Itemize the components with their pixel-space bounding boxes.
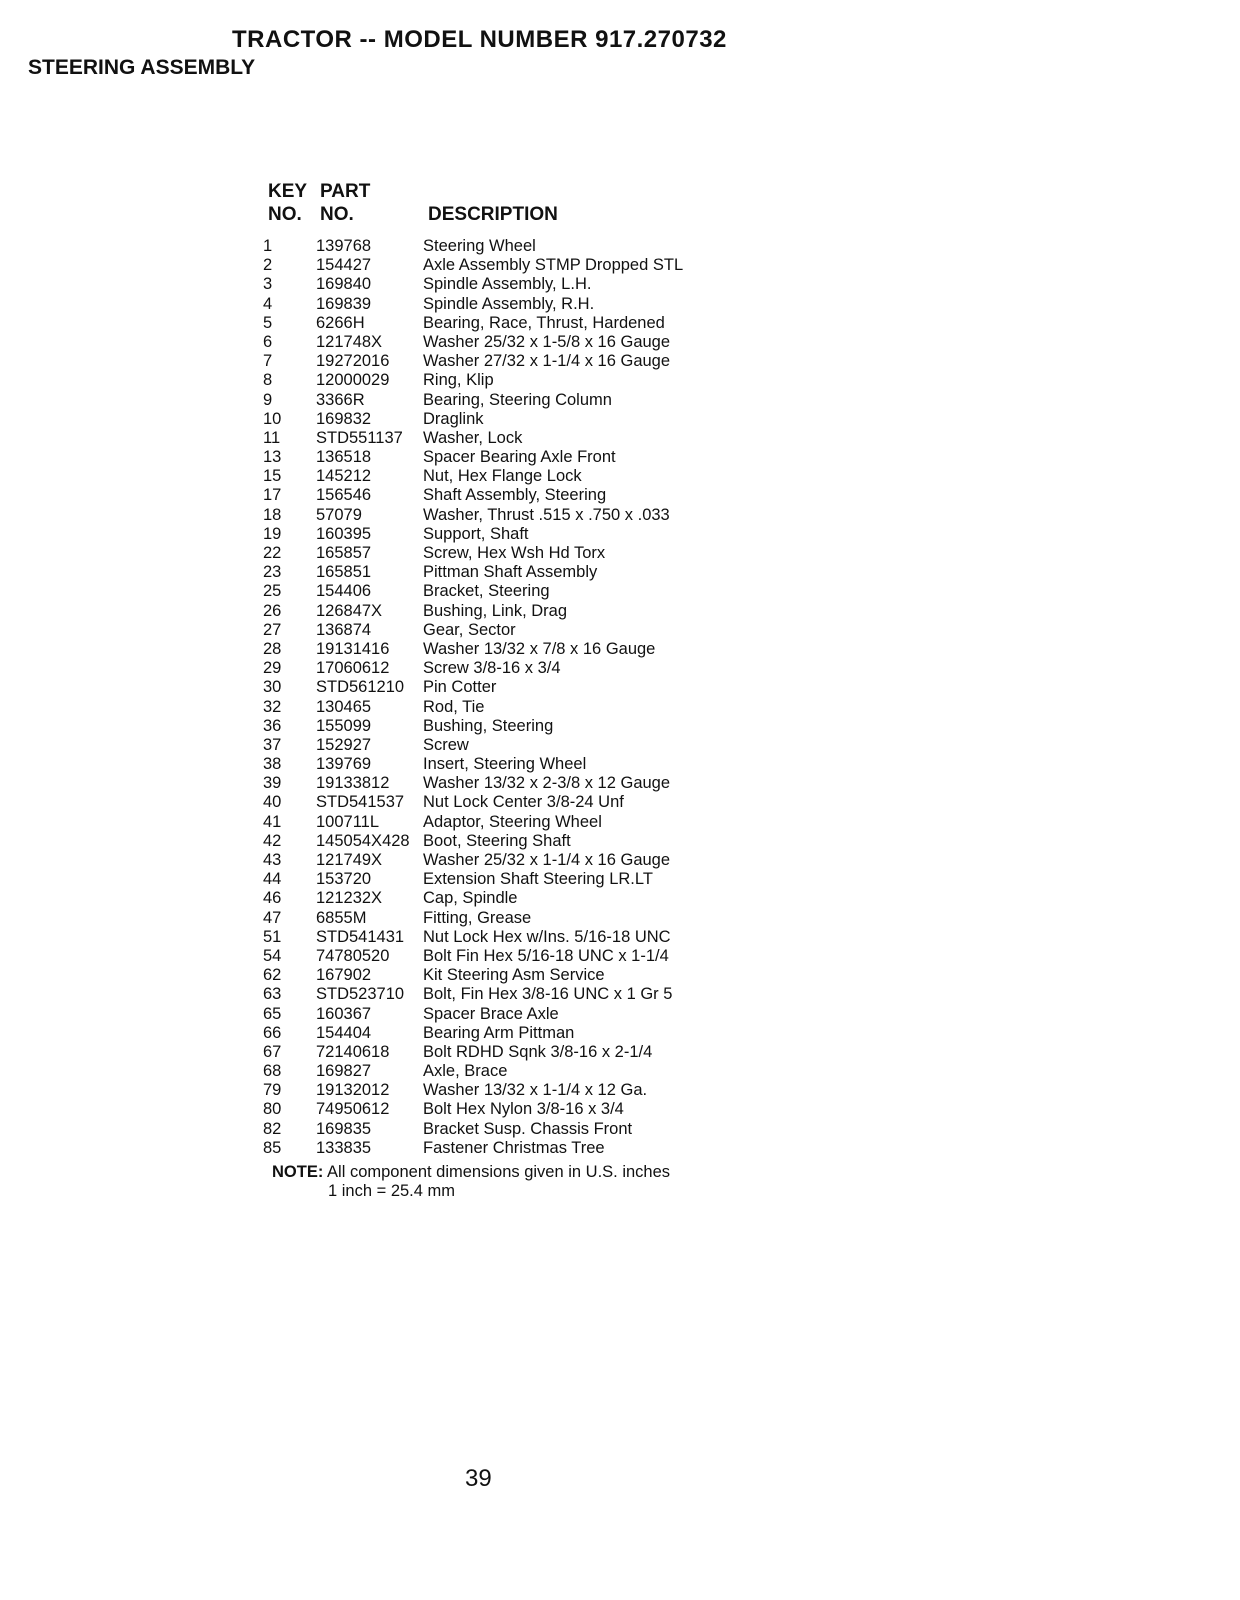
key-no-cell: 47 <box>263 908 282 927</box>
table-row <box>263 352 733 371</box>
table-row <box>263 985 733 1004</box>
part-no-cell: 167902 <box>316 966 372 985</box>
description-cell: Nut Lock Hex w/Ins. 5/16-18 UNC <box>423 927 671 946</box>
part-no-cell: 136874 <box>316 620 372 639</box>
table-row <box>263 371 733 390</box>
description-cell: Extension Shaft Steering LR.LT <box>423 870 653 889</box>
table-row <box>263 678 733 697</box>
table-row <box>263 928 733 947</box>
part-no-cell: 165857 <box>316 544 372 562</box>
table-row <box>263 602 733 621</box>
part-no-cell: 19133812 <box>316 774 390 793</box>
description-cell: Screw <box>423 735 469 754</box>
key-no-cell: 5 <box>263 313 273 332</box>
description-cell: Fitting, Grease <box>423 908 532 927</box>
description-cell: Bearing, Steering Column <box>423 390 612 409</box>
key-no-header-line1: KEY <box>268 181 308 202</box>
table-row <box>263 1024 733 1043</box>
table-row <box>263 410 733 429</box>
table-row <box>263 851 733 870</box>
parts-list <box>263 237 733 1158</box>
table-row <box>263 1005 733 1024</box>
table-row <box>263 889 733 908</box>
key-no-cell: 15 <box>263 467 282 486</box>
description-cell: Screw, Hex Wsh Hd Torx <box>423 544 606 562</box>
description-cell: Support, Shaft <box>423 524 529 543</box>
part-no-cell: 155099 <box>316 716 372 735</box>
key-no-cell: 68 <box>263 1062 282 1081</box>
description-cell: Washer, Thrust .515 x .750 x .033 <box>423 505 670 524</box>
key-no-cell: 27 <box>263 620 282 639</box>
description-cell: Washer 13/32 x 7/8 x 16 Gauge <box>423 639 656 658</box>
part-no-cell: 169827 <box>316 1062 372 1081</box>
key-no-cell: 13 <box>263 448 282 467</box>
part-no-cell: 169839 <box>316 294 372 313</box>
table-row <box>263 582 733 601</box>
key-no-cell: 85 <box>263 1138 282 1157</box>
description-cell: Spindle Assembly, L.H. <box>423 275 592 294</box>
key-no-cell: 18 <box>263 505 282 524</box>
key-no-cell: 9 <box>263 390 273 409</box>
part-no-cell: 19272016 <box>316 352 390 371</box>
key-no-cell: 30 <box>263 678 282 697</box>
description-cell: Spacer Brace Axle <box>423 1004 559 1023</box>
key-no-cell: 36 <box>263 716 282 735</box>
table-row <box>263 793 733 812</box>
description-cell: Fastener Christmas Tree <box>423 1138 605 1157</box>
description-cell: Bracket, Steering <box>423 582 550 601</box>
part-no-cell: 152927 <box>316 735 372 754</box>
description-cell: Washer 25/32 x 1-1/4 x 16 Gauge <box>423 851 671 869</box>
key-no-cell: 46 <box>263 889 282 908</box>
key-no-cell: 8 <box>263 371 273 390</box>
part-no-cell: 145212 <box>316 467 372 486</box>
part-no-cell: 169832 <box>316 409 372 428</box>
part-no-cell: 139768 <box>316 237 372 255</box>
key-no-cell: 40 <box>263 793 282 812</box>
description-cell: Cap, Spindle <box>423 889 518 908</box>
description-cell: Screw 3/8-16 x 3/4 <box>423 659 561 678</box>
part-no-cell: 74780520 <box>316 946 390 965</box>
description-cell: Axle Assembly STMP Dropped STL <box>423 256 684 275</box>
key-no-cell: 23 <box>263 563 282 582</box>
part-no-cell: 6855M <box>316 908 367 927</box>
table-row <box>263 870 733 889</box>
description-cell: Pittman Shaft Assembly <box>423 563 598 582</box>
table-row <box>263 429 733 448</box>
part-no-cell: 154404 <box>316 1023 372 1042</box>
table-row <box>263 717 733 736</box>
note-line2: 1 inch = 25.4 mm <box>328 1182 456 1200</box>
table-row <box>263 1043 733 1062</box>
key-no-cell: 7 <box>263 352 273 371</box>
description-cell: Ring, Klip <box>423 371 494 390</box>
part-no-cell: 17060612 <box>316 659 390 678</box>
description-cell: Rod, Tie <box>423 697 485 716</box>
table-row <box>263 698 733 717</box>
description-cell: Washer 25/32 x 1-5/8 x 16 Gauge <box>423 332 671 351</box>
part-no-cell: 57079 <box>316 505 362 524</box>
key-no-cell: 17 <box>263 486 282 505</box>
part-no-cell: 100711L <box>316 812 380 831</box>
part-no-header-line2: NO. <box>320 204 354 225</box>
description-cell: Washer 13/32 x 1-1/4 x 12 Ga. <box>423 1081 648 1100</box>
description-cell: Axle, Brace <box>423 1062 508 1081</box>
part-no-cell: 154427 <box>316 256 372 275</box>
table-row <box>263 813 733 832</box>
key-no-cell: 44 <box>263 870 282 889</box>
part-no-cell: 165851 <box>316 563 372 582</box>
part-no-cell: 156546 <box>316 486 372 505</box>
description-cell: Boot, Steering Shaft <box>423 831 571 850</box>
table-row <box>263 391 733 410</box>
key-no-cell: 29 <box>263 659 282 678</box>
key-no-cell: 67 <box>263 1042 282 1061</box>
description-cell: Nut Lock Center 3/8-24 Unf <box>423 793 624 812</box>
description-cell: Bushing, Link, Drag <box>423 601 567 620</box>
part-no-cell: 121748X <box>316 332 383 351</box>
part-no-cell: STD541431 <box>316 927 405 946</box>
key-no-cell: 28 <box>263 639 282 658</box>
table-row <box>263 1062 733 1081</box>
key-no-cell: 22 <box>263 544 282 562</box>
key-no-header-line2: NO. <box>268 204 302 225</box>
part-no-cell: 130465 <box>316 697 372 716</box>
note-line1: All component dimensions given in U.S. inches <box>323 1163 671 1181</box>
part-no-cell: 160395 <box>316 524 372 543</box>
part-no-cell: 3366R <box>316 390 365 409</box>
table-row <box>263 659 733 678</box>
key-no-cell: 65 <box>263 1004 282 1023</box>
part-no-cell: STD561210 <box>316 678 405 697</box>
key-no-cell: 80 <box>263 1100 282 1119</box>
part-no-cell: 136518 <box>316 448 372 467</box>
key-no-cell: 39 <box>263 774 282 793</box>
description-cell: Washer, Lock <box>423 428 523 447</box>
key-no-cell: 4 <box>263 294 273 313</box>
key-no-cell: 26 <box>263 601 282 620</box>
part-no-cell: STD541537 <box>316 793 405 812</box>
part-no-cell: 169840 <box>316 275 372 294</box>
description-cell: Insert, Steering Wheel <box>423 755 587 774</box>
table-row <box>263 314 733 333</box>
key-no-cell: 43 <box>263 851 282 869</box>
table-row <box>263 947 733 966</box>
table-row <box>263 563 733 582</box>
description-cell: Draglink <box>423 409 484 428</box>
table-row <box>263 966 733 985</box>
part-no-cell: 12000029 <box>316 371 390 390</box>
key-no-cell: 51 <box>263 927 282 946</box>
key-no-cell: 66 <box>263 1023 282 1042</box>
key-no-cell: 41 <box>263 812 282 831</box>
part-no-cell: STD523710 <box>316 985 405 1004</box>
key-no-cell: 62 <box>263 966 282 985</box>
part-no-cell: 169835 <box>316 1119 372 1138</box>
part-no-cell: 121232X <box>316 889 383 908</box>
description-cell: Adaptor, Steering Wheel <box>423 812 602 831</box>
description-cell: Steering Wheel <box>423 237 536 255</box>
description-cell: Bolt Fin Hex 5/16-18 UNC x 1-1/4 <box>423 946 669 965</box>
description-cell: Nut, Hex Flange Lock <box>423 467 582 486</box>
description-cell: Spacer Bearing Axle Front <box>423 448 616 467</box>
table-row <box>263 486 733 505</box>
table-row <box>263 736 733 755</box>
table-row <box>263 333 733 352</box>
description-cell: Bearing Arm Pittman <box>423 1023 575 1042</box>
table-row <box>263 544 733 563</box>
table-row <box>263 621 733 640</box>
key-no-cell: 11 <box>263 428 281 447</box>
description-cell: Bolt, Fin Hex 3/8-16 UNC x 1 Gr 5 <box>423 985 673 1004</box>
key-no-cell: 79 <box>263 1081 282 1100</box>
key-no-cell: 38 <box>263 755 282 774</box>
part-no-cell: 153720 <box>316 870 372 889</box>
note-label: NOTE: <box>272 1163 324 1181</box>
table-row <box>263 1100 733 1119</box>
key-no-cell: 6 <box>263 332 273 351</box>
description-cell: Washer 27/32 x 1-1/4 x 16 Gauge <box>423 352 671 371</box>
table-row <box>263 755 733 774</box>
table-row <box>263 237 733 256</box>
key-no-cell: 82 <box>263 1119 282 1138</box>
key-no-cell: 63 <box>263 985 282 1004</box>
table-row <box>263 774 733 793</box>
table-row <box>263 1139 733 1158</box>
table-row <box>263 525 733 544</box>
description-cell: Bolt RDHD Sqnk 3/8-16 x 2-1/4 <box>423 1042 653 1061</box>
description-cell: Washer 13/32 x 2-3/8 x 12 Gauge <box>423 774 671 793</box>
page-number: 39 <box>465 1465 492 1492</box>
table-row <box>263 832 733 851</box>
table-row <box>263 1120 733 1139</box>
part-no-cell: 133835 <box>316 1138 372 1157</box>
table-row <box>263 1081 733 1100</box>
key-no-cell: 54 <box>263 946 282 965</box>
key-no-cell: 3 <box>263 275 273 294</box>
key-no-cell: 19 <box>263 524 282 543</box>
table-row <box>263 467 733 486</box>
part-no-cell: 139769 <box>316 755 372 774</box>
part-no-cell: 19132012 <box>316 1081 390 1100</box>
table-row <box>263 909 733 928</box>
key-no-cell: 42 <box>263 831 282 850</box>
description-cell: Gear, Sector <box>423 620 516 639</box>
dimension-note <box>272 1163 670 1201</box>
part-no-cell: 126847X <box>316 601 383 620</box>
part-no-cell: 154406 <box>316 582 372 601</box>
part-no-header-line1: PART <box>320 181 371 202</box>
description-cell: Bushing, Steering <box>423 716 554 735</box>
part-no-cell: 145054X428 <box>316 831 410 850</box>
table-row <box>263 448 733 467</box>
table-row <box>263 640 733 659</box>
part-no-cell: 19131416 <box>316 639 390 658</box>
part-no-cell: 72140618 <box>316 1042 390 1061</box>
key-no-cell: 2 <box>263 256 273 275</box>
description-cell: Bolt Hex Nylon 3/8-16 x 3/4 <box>423 1100 624 1119</box>
part-no-cell: 74950612 <box>316 1100 390 1119</box>
part-no-cell: 6266H <box>316 313 365 332</box>
description-cell: Bearing, Race, Thrust, Hardened <box>423 313 665 332</box>
description-cell: Pin Cotter <box>423 678 497 697</box>
description-cell: Shaft Assembly, Steering <box>423 486 607 505</box>
model-title: TRACTOR -- MODEL NUMBER 917.270732 <box>232 26 727 53</box>
table-row <box>263 256 733 275</box>
key-no-cell: 32 <box>263 697 282 716</box>
part-no-cell: 160367 <box>316 1004 372 1023</box>
table-row <box>263 295 733 314</box>
part-no-cell: 121749X <box>316 851 383 869</box>
table-row <box>263 275 733 294</box>
section-title: STEERING ASSEMBLY <box>28 56 256 79</box>
key-no-cell: 1 <box>263 237 273 255</box>
key-no-cell: 25 <box>263 582 282 601</box>
key-no-cell: 10 <box>263 409 282 428</box>
description-cell: Spindle Assembly, R.H. <box>423 294 595 313</box>
part-no-cell: STD551137 <box>316 428 403 447</box>
description-cell: Bracket Susp. Chassis Front <box>423 1119 633 1138</box>
description-header: DESCRIPTION <box>428 204 558 225</box>
key-no-cell: 37 <box>263 735 282 754</box>
description-cell: Kit Steering Asm Service <box>423 966 605 985</box>
table-row <box>263 506 733 525</box>
